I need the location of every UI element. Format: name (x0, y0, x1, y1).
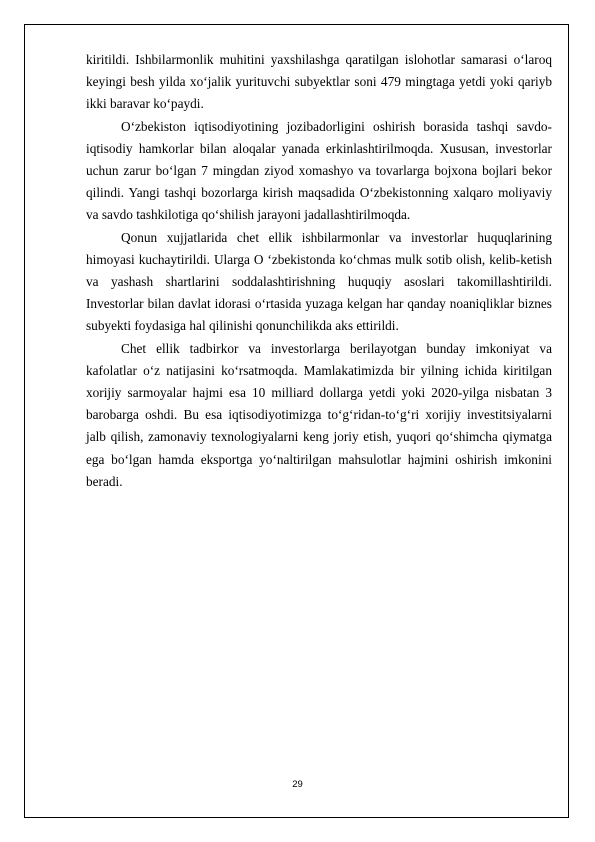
paragraph-foreign-investment: Chet ellik tadbirkor va investorlarga berilayotgan bunday imkoniyat va kafolatlar o‘z natijasini ko‘rsatmoqda. Mamlakatimizda bir yilning ichida kiritilgan xorijiy sarmoyalar hajmi esa 10 milliard dollarga yetdi yoki 2020-yilga nisbatan 3 barobarga oshdi. Bu esa iqtisodiyotimizga to‘g‘ridan-to‘g‘ri xorijiy investitsiyalarni jalb qilish, zamonaviy texnologiyalarni keng joriy etish, yuqori qo‘shimcha qiymatga ega bo‘lgan hamda eksportga yo‘naltirilgan mahsulotlar hajmini oshirish imkonini beradi. (86, 340, 552, 489)
paragraph-attractiveness: O‘zbekiston iqtisodiyotining jozibadorligini oshirish borasida tashqi savdo-iqtisodiy hamkorlar bilan aloqalar yanada erkinlashtirilmoqda. Xususan, investorlar uchun zarur bo‘lgan 7 mingdan ziyod xomashyo va tovarlarga bojxona bojlari bekor qilindi. Yangi tashqi bozorlarga kirish maqsadida O‘zbekistonning xalqaro moliyaviy va savdo tashkilotiga qo‘shilish jarayoni jadallashtirilmoqda. (86, 118, 552, 223)
paragraph-continuation: kiritildi. Ishbilarmonlik muhitini yaxshilashga qaratilgan islohotlar samarasi o‘laroq keyingi besh yilda xo‘jalik yurituvchi subyektlar soni 479 mingtaga yetdi yoki qariyb ikki baravar ko‘paydi. (86, 52, 552, 112)
document-body (86, 49, 552, 493)
page-number: 29 (292, 779, 303, 790)
paragraph-investor-rights: Qonun xujjatlarida chet ellik ishbilarmonlar va investorlar huquqlarining himoyasi kuchaytirildi. Ularga O ‘zbekistonda ko‘chmas mulk sotib olish, kelib-ketish va yashash shartlarini soddalashtirishning huquqiy asoslari takomillashtirildi. Investorlar bilan davlat idorasi o‘rtasida yuzaga kelgan har qanday noaniqliklar biznes subyekti foydasiga hal qilinishi qonunchilikda aks ettirildi. (86, 229, 552, 334)
